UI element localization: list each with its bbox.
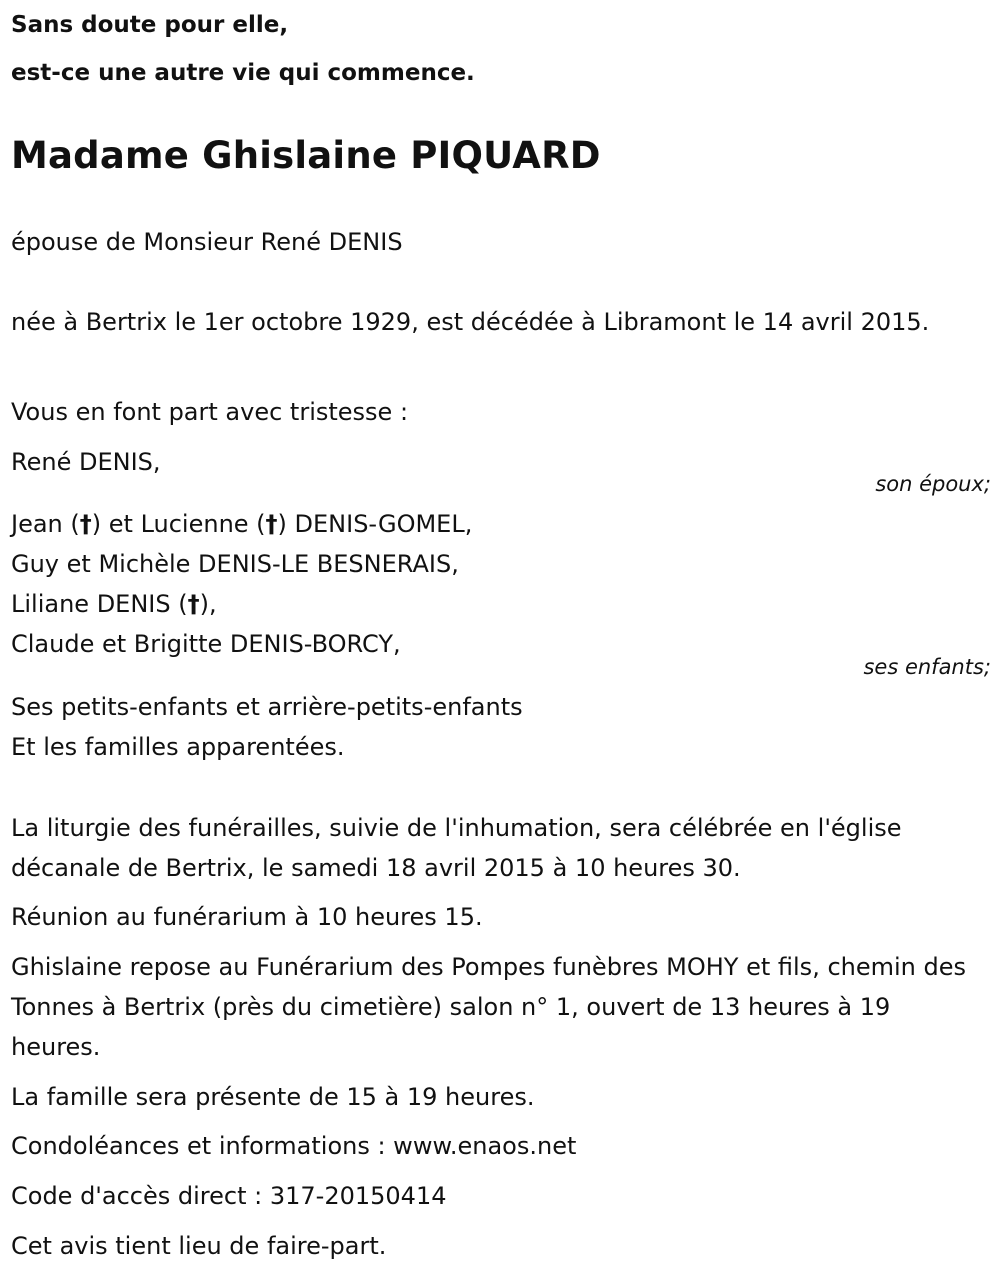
cross-icon: † [265,510,278,538]
meeting-text: Réunion au funérarium à 10 heures 15. [11,903,483,931]
child-2: Guy et Michèle DENIS-LE BESNERAIS, [11,550,459,578]
cross-icon: † [187,590,200,618]
spouse-line: épouse de Monsieur René DENIS [11,228,403,256]
child-1: Jean (†) et Lucienne (†) DENIS-GOMEL, [11,510,473,538]
families-line: Et les familles apparentées. [11,733,345,761]
family-presence-text: La famille sera présente de 15 à 19 heures. [11,1083,535,1111]
child-3: Liliane DENIS (†), [11,590,217,618]
cross-icon: † [79,510,92,538]
funerarium-text: Ghislaine repose au Funérarium des Pompes funèbres MOHY et fils, chemin des Tonnes à Bertrix (près du cimetière) salon n° 1, ouvert de 13 heures à 19 heures. [11,953,967,1061]
grandchildren-line: Ses petits-enfants et arrière-petits-enfants [11,693,523,721]
announcement-intro: Vous en font part avec tristesse : [11,398,409,426]
epigraph-line-1: Sans doute pour elle, [11,12,289,38]
deceased-name: Madame Ghislaine PIQUARD [11,134,601,177]
liturgy-text: La liturgie des funérailles, suivie de l'inhumation, sera célébrée en l'église décanale de Bertrix, le samedi 18 avril 2015 à 10 heures 30. [11,814,902,882]
condolences-text: Condoléances et informations : www.enaos.net [11,1132,577,1160]
spouse-name: René DENIS, [11,448,161,476]
epigraph-line-2: est-ce une autre vie qui commence. [11,60,475,86]
children-role: ses enfants; [863,655,991,679]
spouse-role: son époux; [875,472,991,496]
child-4: Claude et Brigitte DENIS-BORCY, [11,630,401,658]
dates-line: née à Bertrix le 1er octobre 1929, est décédée à Libramont le 14 avril 2015. [11,308,930,336]
access-code-text: Code d'accès direct : 317-20150414 [11,1182,447,1210]
notice-text: Cet avis tient lieu de faire-part. [11,1232,387,1260]
